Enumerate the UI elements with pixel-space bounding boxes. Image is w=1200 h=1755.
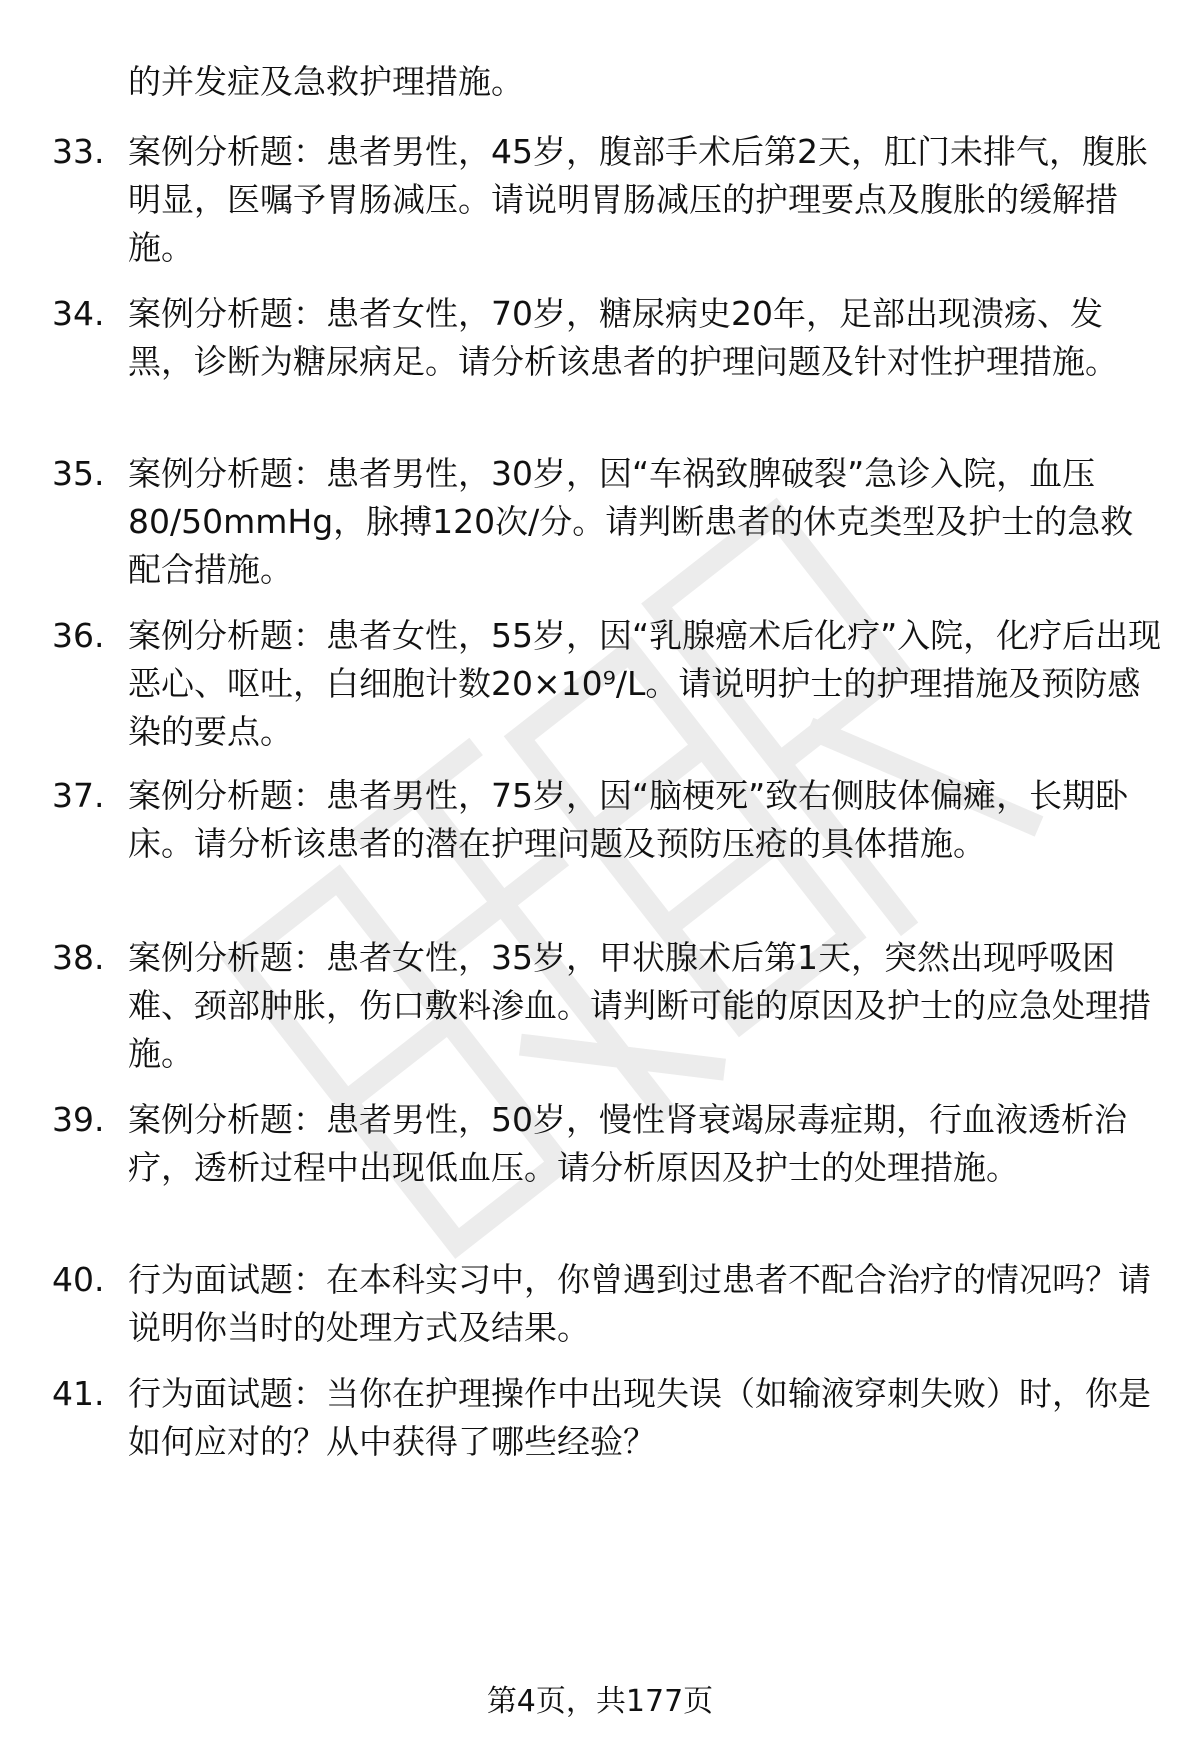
- question-number: 33.: [52, 132, 105, 171]
- question-item: [52, 612, 1162, 756]
- page-footer: 第4页，共177页: [486, 1684, 714, 1719]
- question-text: 案例分析题：患者女性，55岁，因“乳腺癌术后化疗”入院，化疗后出现恶心、呕吐，白细胞计数20×10⁹/L。请说明护士的护理措施及预防感染的要点。: [128, 616, 1162, 751]
- question-item: [52, 290, 1162, 386]
- question-item: [52, 1370, 1162, 1466]
- question-item: [52, 772, 1162, 868]
- question-text: 行为面试题：当你在护理操作中出现失误（如输液穿刺失败）时，你是如何应对的？从中获得了哪些经验？: [128, 1374, 1151, 1461]
- question-item: [52, 1096, 1162, 1192]
- question-text: 行为面试题：在本科实习中，你曾遇到过患者不配合治疗的情况吗？请说明你当时的处理方式及结果。: [128, 1260, 1151, 1347]
- question-number: 41.: [52, 1374, 105, 1413]
- question-text: 案例分析题：患者男性，75岁，因“脑梗死”致右侧肢体偏瘫，长期卧床。请分析该患者的潜在护理问题及预防压疮的具体措施。: [128, 776, 1129, 863]
- question-number: 40.: [52, 1260, 105, 1299]
- question-number: 34.: [52, 294, 105, 333]
- question-item: [52, 128, 1162, 272]
- question-text: 案例分析题：患者女性，35岁，甲状腺术后第1天，突然出现呼吸困难、颈部肿胀，伤口敷料渗血。请判断可能的原因及护士的应急处理措施。: [128, 938, 1151, 1073]
- question-item: [52, 934, 1162, 1078]
- question-text: 案例分析题：患者男性，30岁，因“车祸致脾破裂”急诊入院，血压80/50mmHg，脉搏120次/分。请判断患者的休克类型及护士的急救配合措施。: [128, 454, 1134, 589]
- question-item: [52, 450, 1162, 594]
- question-number: 39.: [52, 1100, 105, 1139]
- continuation-text: 的并发症及急救护理措施。: [128, 62, 524, 101]
- question-item: [52, 1256, 1162, 1352]
- question-number: 38.: [52, 938, 105, 977]
- question-text: 案例分析题：患者男性，45岁，腹部手术后第2天，肛门未排气，腹胀明显，医嘱予胃肠减压。请说明胃肠减压的护理要点及腹胀的缓解措施。: [128, 132, 1148, 267]
- question-number: 37.: [52, 776, 105, 815]
- question-text: 案例分析题：患者男性，50岁，慢性肾衰竭尿毒症期，行血液透析治疗，透析过程中出现低血压。请分析原因及护士的处理措施。: [128, 1100, 1127, 1187]
- question-text: 案例分析题：患者女性，70岁，糖尿病史20年，足部出现溃疡、发黑，诊断为糖尿病足。请分析该患者的护理问题及针对性护理措施。: [128, 294, 1118, 381]
- question-number: 36.: [52, 616, 105, 655]
- question-number: 35.: [52, 454, 105, 493]
